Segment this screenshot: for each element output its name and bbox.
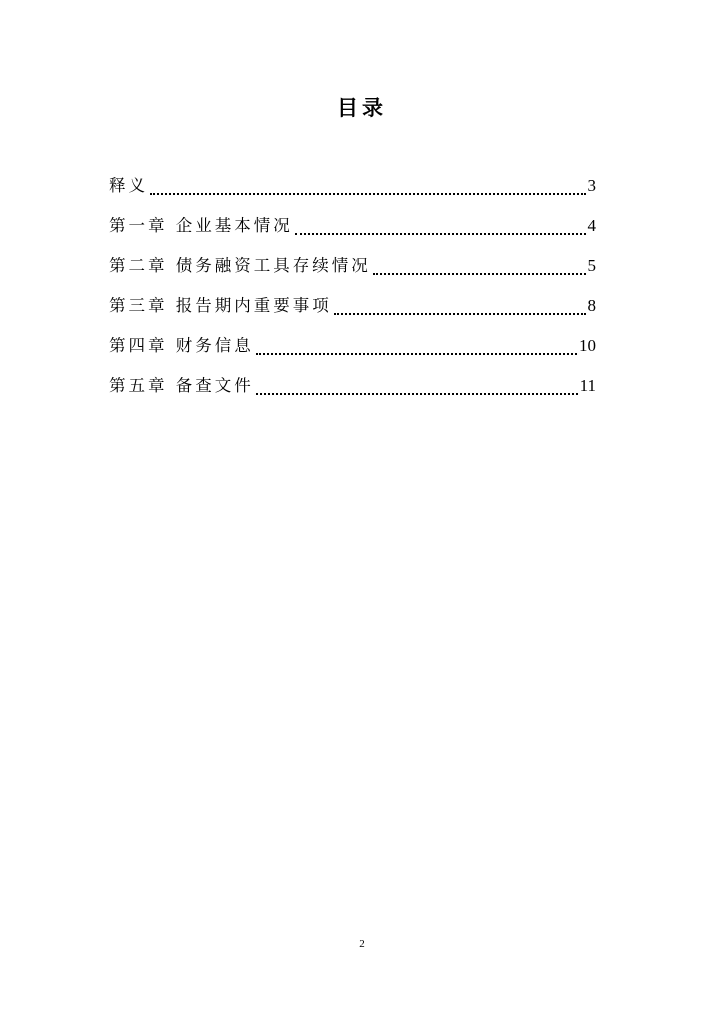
dot-leader [334, 313, 586, 315]
toc-entry-label: 第二章 债务融资工具存续情况 [109, 256, 371, 275]
toc-entry-page: 10 [579, 336, 596, 355]
dot-leader [373, 273, 586, 275]
toc-entry-label: 第一章 企业基本情况 [109, 216, 293, 235]
toc-entry-label: 第三章 报告期内重要事项 [109, 296, 332, 315]
toc-entry-page: 5 [587, 256, 596, 275]
toc-entry-chapter-4[interactable] [109, 331, 596, 361]
dot-leader [256, 353, 577, 355]
toc-entry-label: 第四章 财务信息 [109, 336, 254, 355]
toc-entry-page: 3 [587, 176, 596, 195]
dot-leader [295, 233, 586, 235]
toc-entry-page: 11 [579, 376, 596, 395]
toc-entry-chapter-2[interactable] [109, 251, 596, 281]
toc-entry-label: 第五章 备查文件 [109, 376, 254, 395]
table-of-contents [109, 171, 596, 411]
toc-entry-page: 4 [587, 216, 596, 235]
toc-entry-definitions[interactable] [109, 171, 596, 201]
page-number: 2 [359, 938, 365, 950]
dot-leader [150, 193, 586, 195]
toc-entry-page: 8 [587, 296, 596, 315]
page-title: 目录 [337, 96, 387, 120]
dot-leader [256, 393, 578, 395]
toc-entry-chapter-5[interactable] [109, 371, 596, 401]
toc-entry-chapter-1[interactable] [109, 211, 596, 241]
toc-entry-chapter-3[interactable] [109, 291, 596, 321]
toc-entry-label: 释义 [109, 176, 148, 195]
